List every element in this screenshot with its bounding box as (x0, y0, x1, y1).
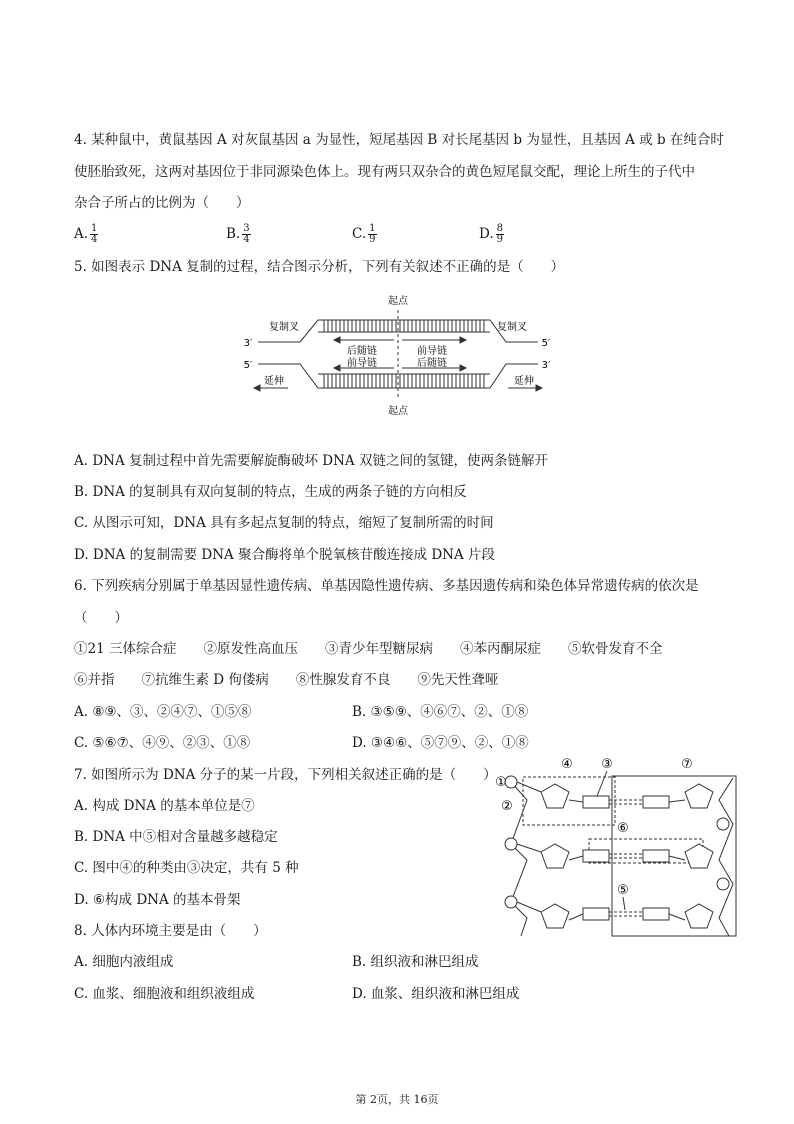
q7-option-d: D. ⑥构成 DNA 的基本骨架 (74, 892, 241, 908)
label-4: ④ (561, 757, 573, 772)
q4-option-a (74, 224, 98, 245)
q4-option-d-label: D. (479, 226, 494, 242)
q8-stem: 8. 人体内环境主要是由（ ） (74, 923, 267, 939)
lagging-strand-label-2: 后随链 (417, 358, 447, 369)
q4-option-c-fraction: $\frac{1}{9}$ (369, 223, 376, 245)
q6-option-d: D. ③④⑥、⑤⑦⑨、②、①⑧ (352, 735, 529, 751)
label-5: ⑤ (617, 883, 629, 898)
q4-option-c-label: C. (352, 226, 367, 242)
label-2: ② (501, 799, 513, 814)
dna-molecule-diagram (497, 752, 747, 938)
q4-option-b-label: B. (226, 226, 241, 242)
q7-stem: 7. 如图所示为 DNA 分子的某一片段，下列相关叙述正确的是（ ） (74, 767, 497, 783)
q4-option-a-fraction: $\frac{1}{4}$ (91, 223, 98, 245)
q4-line-3: 杂合子所占的比例为（ ） (74, 195, 250, 211)
q7-option-c: C. 图中④的种类由③决定，共有 5 种 (74, 860, 299, 876)
q5-option-d: D. DNA 的复制需要 DNA 聚合酶将单个脱氧核苷酸连接成 DNA 片段 (74, 547, 496, 563)
end-5prime-bottom-left: 5′ (243, 360, 253, 371)
q4-option-b-fraction: $\frac{3}{4}$ (243, 223, 250, 245)
origin-bottom-label: 起点 (388, 406, 408, 417)
label-6: ⑥ (617, 821, 629, 836)
q7-option-b: B. DNA 中⑤相对含量越多越稳定 (74, 829, 278, 845)
label-1: ① (495, 775, 507, 790)
q4-option-d-fraction: $\frac{8}{9}$ (496, 223, 504, 245)
page-footer: 第 2页，共 16页 (355, 1093, 439, 1106)
q4-option-c (352, 224, 377, 245)
label-7: ⑦ (681, 757, 693, 772)
q6-option-a: A. ⑧⑨、③、②④⑦、①⑤⑧ (74, 704, 252, 720)
q5-option-c: C. 从图示可知，DNA 具有多起点复制的特点，缩短了复制所需的时间 (74, 515, 494, 531)
q6-disease-list-2: ⑥并指 ⑦抗维生素 D 佝偻病 ⑧性腺发育不良 ⑨先天性聋哑 (74, 672, 499, 688)
fork-left-label: 复制叉 (269, 322, 299, 333)
extend-right-label: 延伸 (514, 376, 534, 387)
q6-disease-list-1: ①21 三体综合症 ②原发性高血压 ③青少年型糖尿病 ④苯丙酮尿症 ⑤软骨发育不全 (74, 641, 663, 657)
leading-strand-label-1: 前导链 (417, 346, 447, 357)
extend-left-label: 延伸 (264, 376, 284, 387)
q5-option-b: B. DNA 的复制具有双向复制的特点，生成的两条子链的方向相反 (74, 484, 467, 500)
q5-option-a: A. DNA 复制过程中首先需要解旋酶破坏 DNA 双链之间的氢键，使两条链解开 (74, 453, 548, 469)
q4-line-1: 4. 某种鼠中，黄鼠基因 A 对灰鼠基因 a 为显性，短尾基因 B 对长尾基因 b 为显性，且基因 A 或 b 在纯合时 (74, 132, 724, 148)
q5-stem: 5. 如图表示 DNA 复制的过程，结合图示分析，下列有关叙述不正确的是（ ） (74, 259, 565, 275)
label-3: ③ (601, 757, 613, 772)
lagging-strand-label-1: 后随链 (347, 346, 377, 357)
q8-option-a: A. 细胞内液组成 (74, 954, 174, 970)
dna-replication-diagram (238, 292, 558, 422)
q4-option-b (226, 224, 251, 245)
q8-option-c: C. 血浆、细胞液和组织液组成 (74, 986, 255, 1002)
q4-line-2: 使胚胎致死，这两对基因位于非同源染色体上。现有两只双杂合的黄色短尾鼠交配，理论上所生的子代中 (74, 164, 695, 180)
q4-option-a-label: A. (74, 226, 89, 242)
q6-option-c: C. ⑤⑥⑦、④⑨、②③、①⑧ (74, 735, 251, 751)
q8-option-b: B. 组织液和淋巴组成 (352, 954, 479, 970)
q7-option-a: A. 构成 DNA 的基本单位是⑦ (74, 798, 255, 814)
q4-option-d (479, 224, 504, 245)
origin-top-label: 起点 (388, 296, 408, 307)
q6-stem: 6. 下列疾病分别属于单基因显性遗传病、单基因隐性遗传病、多基因遗传病和染色体异常遗传病的依次是 (74, 578, 699, 594)
q8-option-d: D. 血浆、组织液和淋巴组成 (352, 986, 520, 1002)
end-3prime-top-left: 3′ (243, 338, 253, 349)
leading-strand-label-2: 前导链 (347, 358, 377, 369)
fork-right-label: 复制叉 (497, 322, 527, 333)
q6-stem-blank: （ ） (74, 610, 128, 626)
end-5prime-top-right: 5′ (541, 338, 551, 349)
end-3prime-bottom-right: 3′ (541, 360, 551, 371)
q6-option-b: B. ③⑤⑨、④⑥⑦、②、①⑧ (352, 704, 529, 720)
